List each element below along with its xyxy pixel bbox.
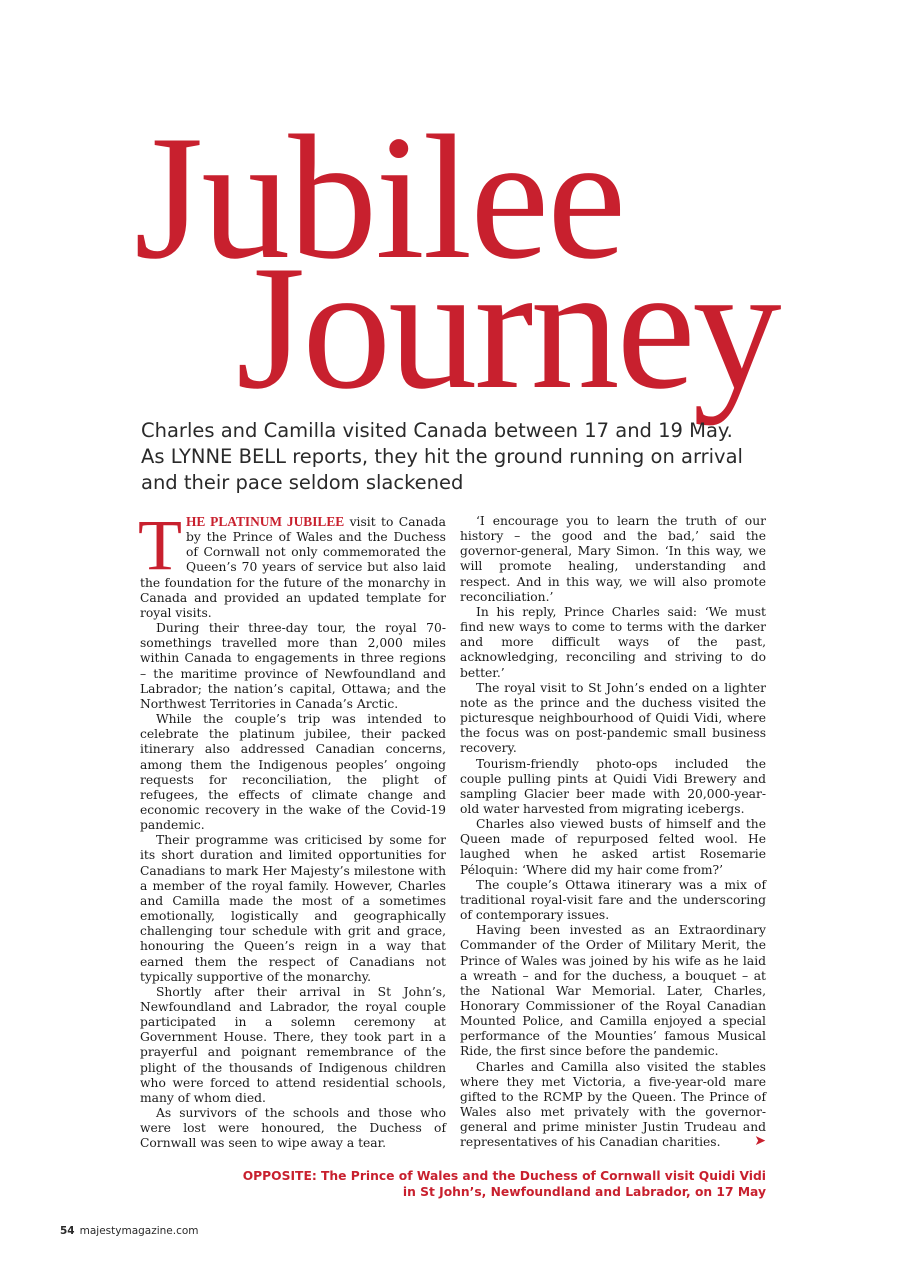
body-paragraph: While the couple’s trip was intended to celebrate the platinum jubilee, their packed itinerary also addressed Canadian concerns, among them the Indigenous peoples’ ongoing requests for reconciliation, the plight of refugees, the effects of climate change and economic recovery in the wake of the Covid-19 pandemic.: [140, 712, 446, 833]
body-paragraph-text: visit to Canada by the Prince of Wales and the Duchess of Cornwall not only commemorated the Queen’s 70 years of service but also laid the foundation for the future of the monarchy in Canada and provided an updated template for royal visits.: [140, 515, 446, 620]
body-paragraph: As survivors of the schools and those who were lost were honoured, the Duchess of Cornwall was seen to wipe away a tear.: [140, 1106, 446, 1151]
headline-line-1: Jubilee: [134, 98, 625, 296]
body-paragraph: Shortly after their arrival in St John’s, Newfoundland and Labrador, the royal couple participated in a solemn ceremony at Government House. There, they took part in a prayerful and poignant remembrance of the plight of the thousands of Indigenous children who were forced to attend residential schools, many of whom died.: [140, 984, 446, 1105]
body-paragraph-text: Charles and Camilla also visited the stables where they met Victoria, a five-year-old mare gifted to the RCMP by the Queen. The Prince of Wales also met privately with the governor-general and prime minister Justin Trudeau and representatives of his Canadian charities.: [460, 1059, 766, 1150]
site-url: majestymagazine.com: [79, 1225, 199, 1237]
body-paragraph: The royal visit to St John’s ended on a lighter note as the prince and the duchess visited the picturesque neighbourhood of Quidi Vidi, where the focus was on post-pandemic small business recovery.: [460, 680, 766, 756]
standfirst-line: Charles and Camilla visited Canada between 17 and 19 May.: [141, 419, 733, 442]
standfirst-line: and their pace seldom slackened: [141, 471, 464, 494]
body-column-1: [138, 505, 446, 1152]
body-paragraph: [460, 1060, 766, 1151]
body-paragraph: Tourism-friendly photo-ops included the couple pulling pints at Quidi Vidi Brewery and sampling Glacier beer made with 20,000-year-old water harvested from migrating icebergs.: [460, 756, 766, 816]
headline-line-2: Journey: [236, 228, 779, 426]
body-paragraph: The couple’s Ottawa itinerary was a mix of traditional royal-visit fare and the underscoring of contemporary issues.: [460, 877, 766, 923]
caption-line: OPPOSITE: The Prince of Wales and the Duchess of Cornwall visit Quidi Vidi: [242, 1169, 766, 1183]
continue-arrow-icon: ➤: [754, 1133, 766, 1150]
body-paragraph: [138, 505, 446, 621]
page-number: 54: [60, 1225, 75, 1237]
body-column-2: [460, 514, 766, 1151]
body-paragraph: Their programme was criticised by some for its short duration and limited opportunities for Canadians to mark Her Majesty’s milestone with a member of the royal family. However, Charles and Camilla made the most of a sometimes emotionally, logistically and geographically challenging tour schedule with grit and grace, honouring the Queen’s reign in a way that earned them the respect of Canadians not typically supportive of the monarchy.: [140, 833, 446, 984]
body-paragraph: ‘I encourage you to learn the truth of our history – the good and the bad,’ said the governor-general, Mary Simon. ‘In this way, we will promote healing, understanding and respect. And in this way, we will also promote reconciliation.’: [460, 514, 766, 604]
drop-cap: T: [138, 505, 182, 585]
body-paragraph: During their three-day tour, the royal 70-somethings travelled more than 2,000 miles within Canada to engagements in three regions – the maritime province of Newfoundland and Labrador; the nation’s capital, Ottawa; and the Northwest Territories in Canada’s Arctic.: [140, 621, 446, 711]
page-footer: [60, 1225, 199, 1237]
caption-line: in St John’s, Newfoundland and Labrador, on 17 May: [402, 1185, 766, 1199]
lead-in: HE PLATINUM JUBILEE: [185, 514, 345, 529]
standfirst: [141, 418, 791, 496]
body-paragraph: Charles also viewed busts of himself and the Queen made of repurposed felted wool. He laughed when he asked artist Rosemarie Péloquin: ‘Where did my hair come from?’: [460, 817, 766, 877]
photo-caption: [226, 1168, 766, 1200]
standfirst-line: As LYNNE BELL reports, they hit the ground running on arrival: [141, 445, 743, 468]
body-paragraph: In his reply, Prince Charles said: ‘We must find new ways to come to terms with the darker and more difficult ways of the past, acknowledging, reconciling and striving to do better.’: [460, 604, 766, 680]
body-paragraph: Having been invested as an Extraordinary Commander of the Order of Military Merit, the Prince of Wales was joined by his wife as he laid a wreath – and for the duchess, a bouquet – at the National War Memorial. Later, Charles, Honorary Commissioner of the Royal Canadian Mounted Police, and Camilla enjoyed a special performance of the Mounties’ famous Musical Ride, the first since before the pandemic.: [460, 923, 766, 1059]
